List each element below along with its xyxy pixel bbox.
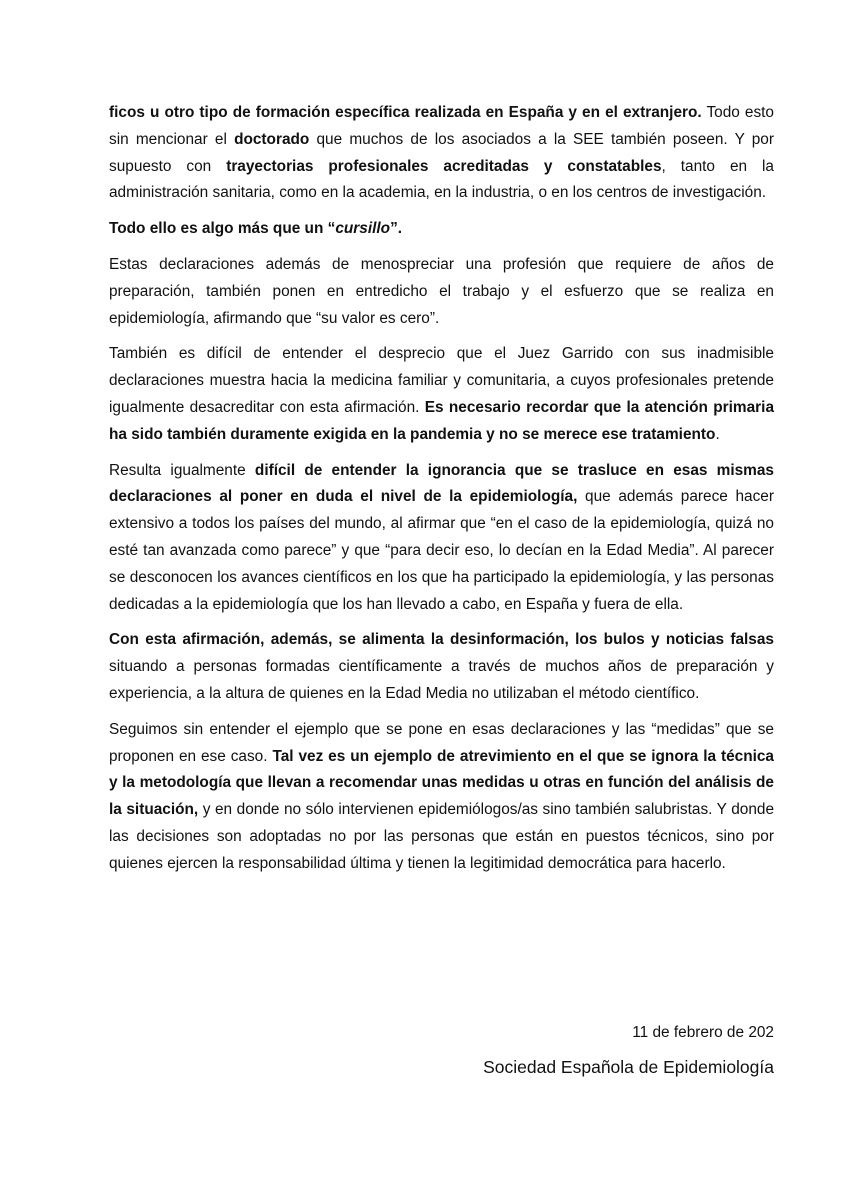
paragraph (109, 252, 774, 332)
text-span: que muchos de los asociados a la SEE también poseen. Y por supuesto con (109, 130, 774, 175)
signature-organization: Sociedad Española de Epidemiología (483, 1057, 774, 1077)
paragraph (109, 100, 774, 207)
bold-text: Con esta afirmación, además, se alimenta la desinformación, los bulos y noticias falsas (109, 631, 774, 649)
paragraph (109, 216, 774, 243)
text-span: También es difícil de entender el desprecio que el Juez Garrido con sus inadmisible declaraciones muestra hacia la medicina familiar y comunitaria, a cuyos profesionales pretende igualmente desacreditar con esta afirmación. (109, 345, 774, 416)
text-span: y en donde no sólo intervienen epidemiólogos/as sino también salubristas. Y donde las decisiones son adoptadas no por las personas que están en puestos técnicos, sino por quienes ejercen la responsabilidad última y tienen la legitimidad democrática para hacerlo. (109, 801, 775, 872)
paragraph (109, 717, 774, 878)
signature-block (483, 1020, 774, 1082)
bold-text: ”. (390, 220, 403, 238)
text-span: Seguimos sin entender el ejemplo que se pone en esas declaraciones y las “medidas” que se proponen en ese caso. (109, 720, 774, 765)
bold-text: Es necesario recordar que la atención primaria ha sido también duramente exigida en la pandemia y no se merece ese tratamiento (109, 398, 775, 443)
bold-text: ficos u otro tipo de formación específica realizada en España y en el extranjero. (109, 104, 702, 121)
bold-text: Todo ello es algo más que un “ (109, 220, 336, 238)
paragraph (109, 341, 774, 448)
text-span: situando a personas formadas científicamente a través de muchos años de preparación y experiencia, a la altura de quienes en la Edad Media no utilizaban el método científico. (109, 658, 774, 702)
bold-text: Tal vez es un ejemplo de atrevimiento en el que se ignora la técnica y la metodología que llevan a recomendar unas medidas u otras en función del análisis de la situación, (109, 747, 774, 819)
text-span: que además parece hacer extensivo a todos los países del mundo, al afirmar que “en el caso de la epidemiología, quizá no esté tan avanzada como parece” y que “para decir eso, lo decían en la Edad Media”. Al parecer se desconocen los avances científicos en los que ha participado la epidemiología, y las personas dedicadas a la epidemiología que los han llevado a cabo, en España y fuera de ella. (109, 488, 774, 613)
text-span: . (715, 425, 720, 443)
paragraph (109, 627, 774, 707)
text-span: Resulta igualmente (109, 461, 255, 479)
bold-text: cursillo (335, 220, 391, 238)
paragraph (109, 458, 774, 619)
text-span: , tanto en la administración sanitaria, como en la academia, en la industria, o en los centros de investigación. (109, 157, 774, 202)
text-span: Estas declaraciones además de menospreciar una profesión que requiere de años de preparación, también ponen en entredicho el trabajo y el esfuerzo que se realiza en epidemiología, afirmando que “su valor es cero”. (109, 255, 774, 327)
bold-text: doctorado (234, 130, 310, 148)
bold-text: trayectorias profesionales acreditadas y constatables (226, 157, 662, 175)
document-body (109, 100, 774, 878)
bold-text: difícil de entender la ignorancia que se trasluce en esas mismas declaraciones al poner en duda el nivel de la epidemiología, (109, 461, 774, 506)
signature-date: 11 de febrero de 202 (632, 1024, 774, 1041)
text-span: Todo esto sin mencionar el (109, 104, 774, 148)
